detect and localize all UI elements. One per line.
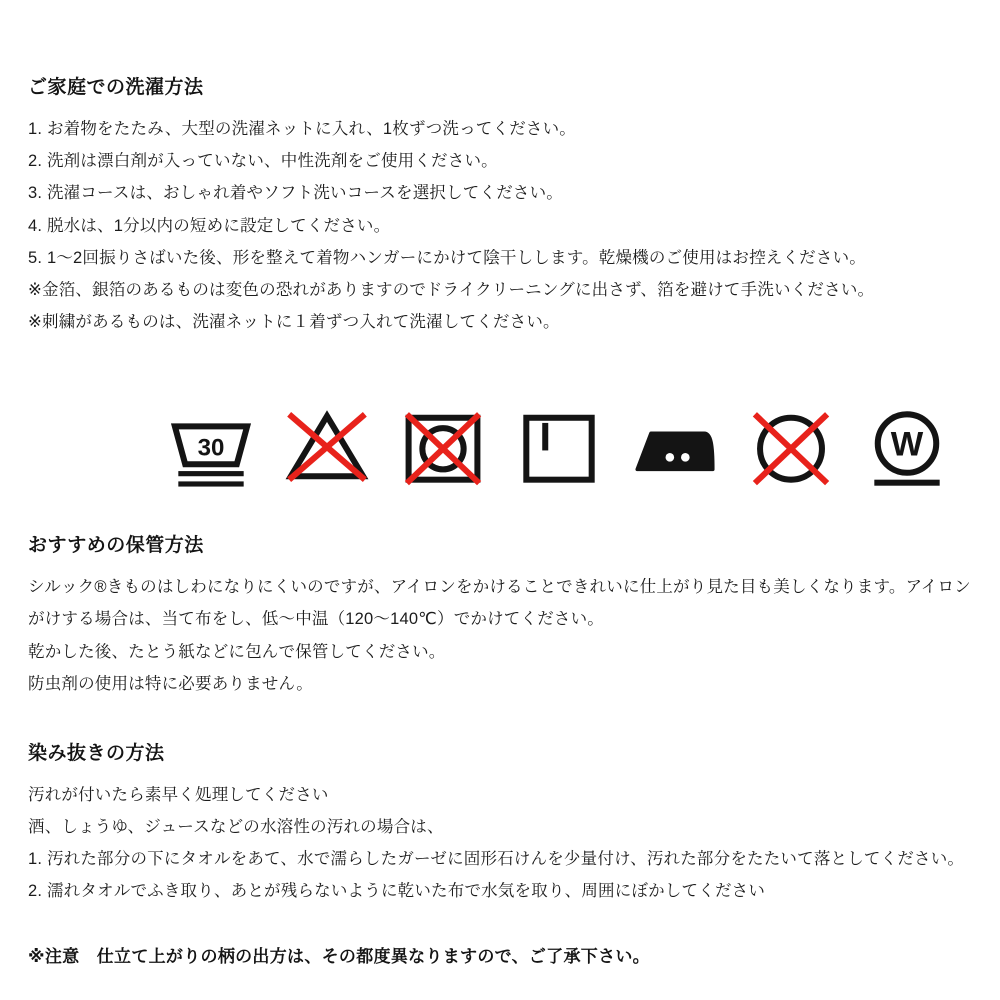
stain-line-4: 2. 濡れタオルでふき取り、あとが残らないように乾いた布で水気を取り、周囲にぼかしてください bbox=[28, 882, 766, 901]
stain-line-3: 1. 汚れた部分の下にタオルをあて、水で濡らしたガーゼに固形石けんを少量付け、汚れた部分をたたいて落としてください。 bbox=[28, 850, 965, 869]
stain-removal-section bbox=[28, 738, 972, 908]
washing-note-embroidery: ※刺繍があるものは、洗濯ネットに１着ずつ入れて洗濯してください。 bbox=[28, 313, 560, 332]
no-bleach-symbol bbox=[284, 404, 370, 490]
washing-note-foil: ※金箔、銀箔のあるものは変色の恐れがありますのでドライクリーニングに出さず、箔を避けて手洗いください。 bbox=[28, 280, 875, 299]
wash-30-symbol bbox=[168, 404, 254, 490]
iron-low-symbol bbox=[632, 404, 718, 490]
washing-heading: ご家庭での洗濯方法 bbox=[28, 77, 204, 98]
storage-line-2: 乾かした後、たとう紙などに包んで保管してください。 bbox=[28, 642, 446, 661]
washing-line-5: 5. 1〜2回振りさばいた後、形を整えて着物ハンガーにかけて陰干しします。乾燥機のご使用はお控えください。 bbox=[28, 248, 866, 267]
no-tumble-dry-symbol bbox=[400, 404, 486, 490]
stain-heading: 染み抜きの方法 bbox=[28, 742, 165, 764]
storage-line-3: 防虫剤の使用は特に必要ありません。 bbox=[28, 674, 313, 693]
line-dry-shade-symbol bbox=[516, 404, 602, 490]
storage-line-1: シルック®きものはしわになりにくいのですが、アイロンをかけることできれいに仕上がり見た目も美しくなります。アイロンがけする場合は、当て布をし、低〜中温（120〜140℃）でかけてください。 bbox=[28, 578, 971, 629]
washing-line-2: 2. 洗剤は漂白剤が入っていない、中性洗剤をご使用ください。 bbox=[28, 152, 498, 171]
washing-line-3: 3. 洗濯コースは、おしゃれ着やソフト洗いコースを選択してください。 bbox=[28, 184, 563, 203]
storage-section bbox=[28, 530, 972, 700]
care-symbol-row bbox=[168, 380, 972, 490]
svg-text:W: W bbox=[890, 425, 924, 464]
disclaimer-note: ※注意 仕立て上がりの柄の出方は、その都度異なりますので、ご了承下さい。 bbox=[28, 946, 650, 966]
wetclean-w-symbol bbox=[864, 404, 950, 490]
washing-section bbox=[28, 72, 972, 338]
washing-line-1: 1. お着物をたたみ、大型の洗濯ネットに入れ、1枚ずつ洗ってください。 bbox=[28, 120, 577, 138]
no-dryclean-symbol bbox=[748, 404, 834, 490]
storage-heading: おすすめの保管方法 bbox=[28, 535, 204, 557]
stain-line-1: 汚れが付いたら素早く処理してください bbox=[28, 785, 329, 804]
stain-line-2: 酒、しょうゆ、ジュースなどの水溶性の汚れの場合は、 bbox=[28, 818, 444, 837]
svg-text:30: 30 bbox=[197, 434, 225, 462]
washing-line-4: 4. 脱水は、1分以内の短めに設定してください。 bbox=[28, 216, 391, 235]
